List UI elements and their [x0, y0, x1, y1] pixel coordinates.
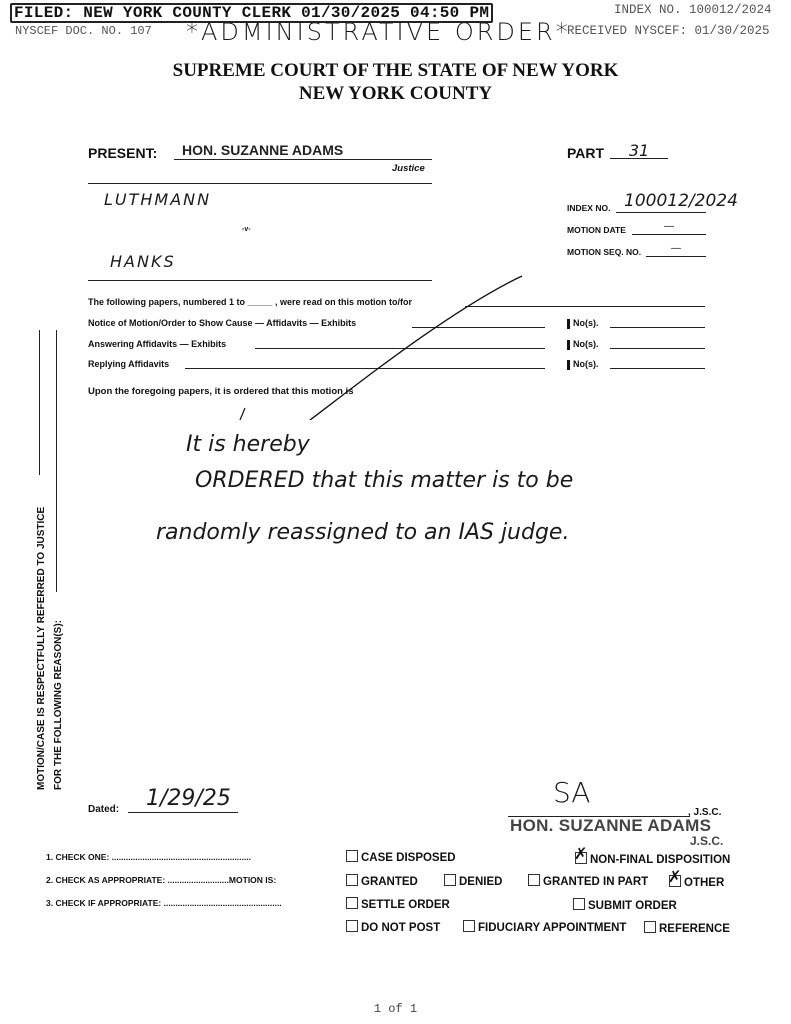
motion-seq-line: [646, 244, 706, 257]
checkbox[interactable]: [444, 874, 456, 886]
option-do-not-post[interactable]: DO NOT POST: [346, 920, 440, 934]
checkbox-checked[interactable]: [669, 875, 681, 887]
papers-row-replying-nos-line: [610, 368, 705, 369]
handwritten-title: *ADMINISTRATIVE ORDER*: [186, 18, 571, 46]
dated-line: [128, 786, 238, 813]
checkbox[interactable]: [528, 874, 540, 886]
index-label: INDEX NO.: [567, 203, 611, 213]
papers-row-answering-nos: No(s).: [567, 339, 599, 350]
index-line: [616, 191, 738, 213]
papers-row-notice-nos-line: [610, 327, 705, 328]
received-date: RECEIVED NYSCEF: 01/30/2025: [567, 24, 770, 38]
judge-stamp-title: J.S.C.: [690, 834, 724, 848]
versus-label: -v-: [242, 226, 251, 233]
checkbox[interactable]: [346, 920, 358, 932]
justice-label: Justice: [392, 163, 425, 174]
referred-justice-line: [39, 330, 40, 475]
present-label: PRESENT:: [88, 145, 158, 161]
option-granted-in-part[interactable]: GRANTED IN PART: [528, 874, 648, 888]
papers-row-answering-nos-line: [610, 348, 705, 349]
order-line-1: It is hereby: [186, 432, 310, 457]
check-appropriate-label: 2. CHECK AS APPROPRIATE: ..........................MOTION IS:: [46, 875, 277, 885]
checkbox[interactable]: [644, 921, 656, 933]
dated-value: 1/29/25: [146, 786, 231, 811]
order-line-2: ORDERED that this matter is to be: [195, 468, 574, 493]
plaintiff-name: LUTHMANN: [104, 190, 212, 209]
strike-through-line: [230, 270, 530, 420]
referred-to-justice-label: MOTION/CASE IS RESPECTFULLY REFERRED TO JUSTICE: [36, 506, 47, 790]
checkbox[interactable]: [346, 850, 358, 862]
part-value: 31: [628, 141, 650, 160]
order-line-3: randomly reassigned to an IAS judge.: [156, 520, 570, 545]
checkbox[interactable]: [463, 920, 475, 932]
justice-line: [174, 142, 432, 160]
justice-name: HON. SUZANNE ADAMS: [182, 142, 344, 158]
check-if-appropriate-label: 3. CHECK IF APPROPRIATE: ..................................................: [46, 898, 282, 908]
option-reference[interactable]: REFERENCE: [644, 921, 730, 935]
judge-stamp-name: HON. SUZANNE ADAMS: [510, 816, 712, 835]
reason-line: [56, 330, 57, 592]
motion-date-line: [632, 222, 706, 235]
county-name: NEW YORK COUNTY: [298, 83, 493, 104]
papers-row-answering: Answering Affidavits — Exhibits: [88, 339, 227, 349]
judge-initials: SA: [553, 776, 591, 809]
defendant-name: HANKS: [110, 252, 176, 271]
option-granted[interactable]: GRANTED: [346, 874, 418, 888]
page-number: 1 of 1: [373, 1002, 418, 1016]
checkbox[interactable]: [346, 874, 358, 886]
option-fiduciary-appointment[interactable]: FIDUCIARY APPOINTMENT: [463, 920, 626, 934]
index-number: INDEX NO. 100012/2024: [614, 3, 772, 17]
checkbox[interactable]: [573, 898, 585, 910]
checkbox-checked[interactable]: [575, 852, 587, 864]
court-name: SUPREME COURT OF THE STATE OF NEW YORK: [172, 60, 619, 81]
motion-seq-value: —: [671, 243, 681, 254]
papers-intro: The following papers, numbered 1 to _____ , were read on this motion to/for: [88, 297, 413, 307]
filed-stamp: FILED: NEW YORK COUNTY CLERK 01/30/2025 04:50 PM: [10, 3, 493, 23]
part-line: [610, 141, 668, 159]
option-settle-order[interactable]: SETTLE ORDER: [346, 897, 450, 911]
papers-row-replying-nos: No(s).: [567, 359, 599, 370]
dated-label: Dated:: [88, 804, 120, 815]
papers-row-notice: Notice of Motion/Order to Show Cause — Affidavits — Exhibits: [88, 318, 357, 328]
jsc-suffix: , J.S.C.: [688, 807, 722, 818]
check-one-label: 1. CHECK ONE: ...........................................................: [46, 852, 251, 862]
checkbox[interactable]: [346, 897, 358, 909]
papers-row-replying: Replying Affidavits: [88, 359, 170, 369]
nyscef-doc-number: NYSCEF DOC. NO. 107: [15, 24, 152, 38]
motion-seq-label: MOTION SEQ. NO.: [567, 247, 642, 257]
option-other[interactable]: ✗ OTHER: [669, 875, 724, 889]
following-reasons-label: FOR THE FOLLOWING REASON(S):: [53, 620, 64, 790]
motion-date-value: —: [664, 221, 674, 232]
option-denied[interactable]: DENIED: [444, 874, 502, 888]
ordered-statement: Upon the foregoing papers, it is ordered that this motion is: [88, 386, 354, 397]
caption-divider: [88, 183, 432, 184]
part-label: PART: [567, 145, 605, 161]
index-value: 100012/2024: [624, 191, 738, 211]
motion-date-label: MOTION DATE: [567, 225, 626, 235]
option-non-final-disposition[interactable]: ✗ NON-FINAL DISPOSITION: [575, 852, 730, 866]
option-case-disposed[interactable]: CASE DISPOSED: [346, 850, 456, 864]
option-submit-order[interactable]: SUBMIT ORDER: [573, 898, 677, 912]
papers-row-notice-nos: No(s).: [567, 318, 599, 329]
